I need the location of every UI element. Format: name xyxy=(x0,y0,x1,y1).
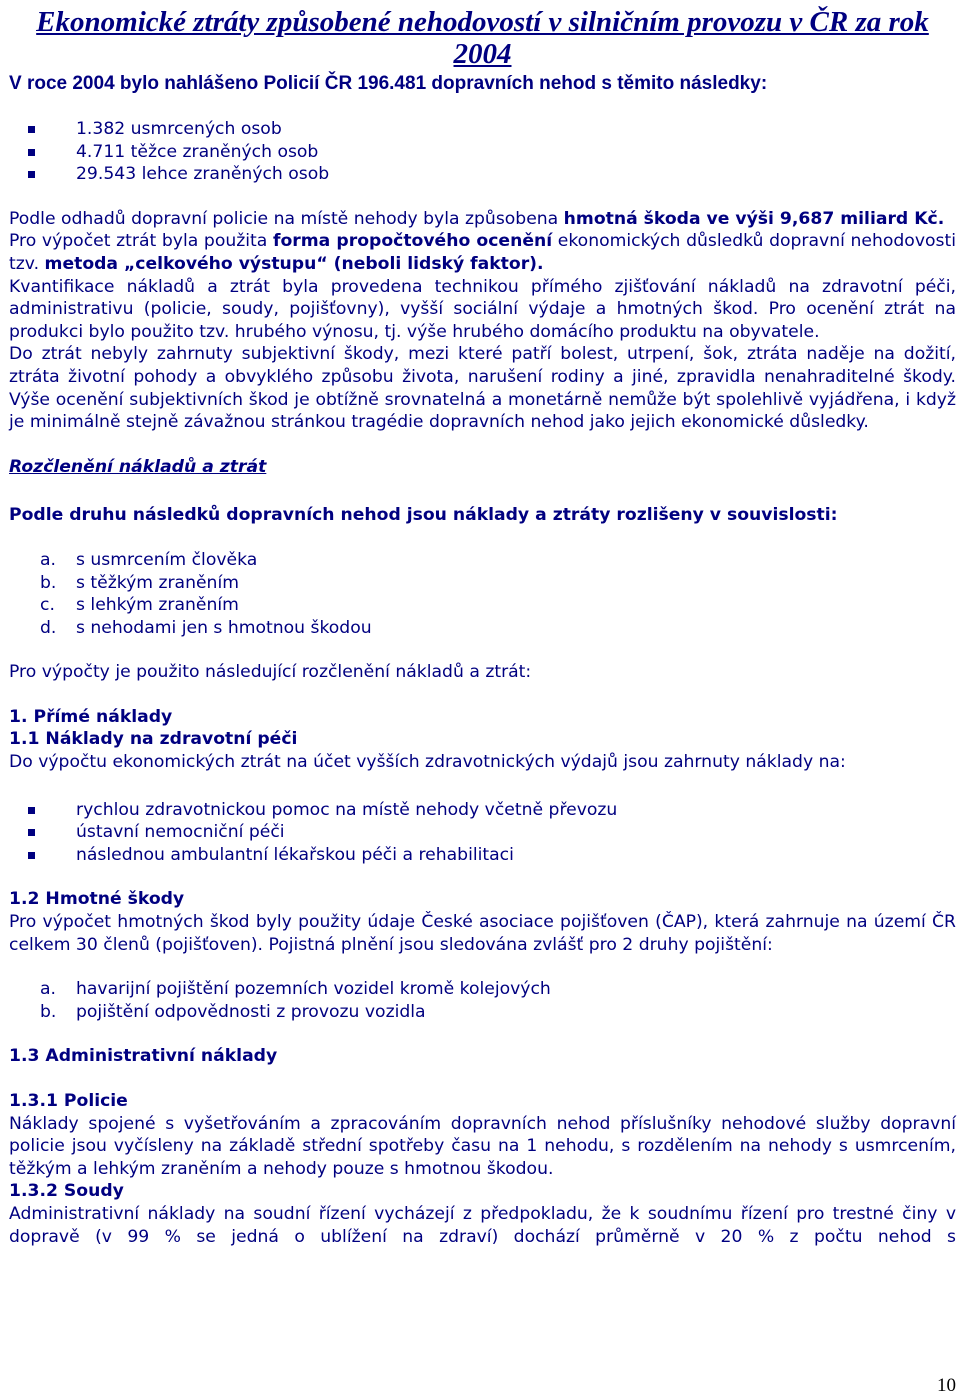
method-paragraph: Pro výpočet ztrát byla použita forma propočtového ocenění ekonomických důsledků dopravní nehodovosti tzv. metoda „celkového výstupu“ (neboli lidský faktor). xyxy=(9,231,956,274)
health-care-paragraph: Do výpočtu ekonomických ztrát na účet vyšších zdravotnických výdajů jsou zahrnuty náklady na: xyxy=(9,752,846,773)
list-item: 29.543 lehce zraněných osob xyxy=(28,163,956,186)
material-damage-paragraph: Pro výpočet hmotných škod byly použity údaje České asociace pojišťoven (ČAP), která zahrnuje na území ČR celkem 30 členů (pojišťoven). Pojistná plnění jsou sledována zvlášť pro 2 druhy pojištění: xyxy=(9,912,956,955)
consequence-types-list xyxy=(9,549,956,639)
breakdown-intro: Pro výpočty je použito následující rozčlenění nákladů a ztrát: xyxy=(9,662,532,683)
heading-administrative-costs: 1.3 Administrativní náklady xyxy=(9,1046,278,1067)
lead-sentence: V roce 2004 bylo nahlášeno Policií ČR 196.481 dopravních nehod s těmito následky: xyxy=(9,73,768,94)
list-item: 1.382 usmrcených osob xyxy=(28,118,956,141)
page-number: 10 xyxy=(937,1375,956,1396)
list-item: b. s těžkým zraněním xyxy=(40,572,239,593)
list-item: a. s usmrcením člověka xyxy=(40,549,258,570)
section-heading-breakdown: Rozčlenění nákladů a ztrát xyxy=(9,456,267,477)
document-title: Ekonomické ztráty způsobené nehodovostí v silničním provozu v ČR za rok 2004 xyxy=(36,6,929,70)
health-care-list xyxy=(9,799,956,867)
heading-direct-costs: 1. Přímé náklady xyxy=(9,706,173,727)
damage-paragraph: Podle odhadů dopravní policie na místě nehody byla způsobena hmotná škoda ve výši 9,687 miliard Kč. xyxy=(9,208,945,229)
list-item: ústavní nemocniční péči xyxy=(28,821,956,844)
list-item: a. havarijní pojištění pozemních vozidel kromě kolejových xyxy=(40,979,551,1000)
list-item: následnou ambulantní lékařskou péči a rehabilitaci xyxy=(28,844,956,867)
quantification-paragraph: Kvantifikace nákladů a ztrát byla provedena technikou přímého zjišťování nákladů na zdravotní péči, administrativu (policie, soudy, pojišťovny), vyšší sociální výdaje a hmotných škod. Pro ocenění ztrát na produkci bylo použito tzv. hrubého výnosu, tj. výše hrubého domácího produktu na obyvatele. xyxy=(9,276,956,342)
police-paragraph: Náklady spojené s vyšetřováním a zpracováním dopravních nehod příslušníky nehodové služby dopravní policie jsou vyčísleny na základě střední spotřeby času na 1 nehodu, s rozdělením na nehody s usmrcením, těžkým a lehkým zraněním a nehody pouze s hmotnou škodou. xyxy=(9,1113,956,1179)
subheading-by-type: Podle druhu následků dopravních nehod jsou náklady a ztráty rozlišeny v souvislosti: xyxy=(9,505,838,526)
document-page xyxy=(9,6,956,1248)
excluded-damages-paragraph: Do ztrát nebyly zahrnuty subjektivní škody, mezi které patří bolest, utrpení, šok, ztráta naděje na dožití, ztráta životní pohody a obvyklého způsobu života, narušení rodiny a jiné, zpravidla nenahraditelné škody. Výše ocenění subjektivních škod je obtížně srovnatelná a monetárně nemůže být spolehlivě vyjádřena, i když je minimálně stejně závažnou stránkou tragédie dopravních nehod jako jejich ekonomické důsledky. xyxy=(9,344,956,433)
list-item: d. s nehodami jen s hmotnou škodou xyxy=(40,617,372,638)
heading-police: 1.3.1 Policie xyxy=(9,1091,128,1111)
list-item: 4.711 těžce zraněných osob xyxy=(28,141,956,164)
heading-courts: 1.3.2 Soudy xyxy=(9,1181,124,1202)
list-item: rychlou zdravotnickou pomoc na místě nehody včetně převozu xyxy=(28,799,956,822)
courts-paragraph: Administrativní náklady na soudní řízení vycházejí z předpokladu, že k soudnímu řízení pro trestné činy v dopravě (v 99 % se jedná o ublížení na zdraví) dochází průměrně v 20 % z počtu nehod s xyxy=(9,1203,956,1247)
insurance-list xyxy=(9,978,956,1023)
list-item: b. pojištění odpovědnosti z provozu vozidla xyxy=(40,1001,426,1022)
heading-material-damage: 1.2 Hmotné škody xyxy=(9,889,185,910)
heading-health-care: 1.1 Náklady na zdravotní péči xyxy=(9,729,298,750)
list-item: c. s lehkým zraněním xyxy=(40,595,239,616)
consequences-list xyxy=(9,118,956,186)
